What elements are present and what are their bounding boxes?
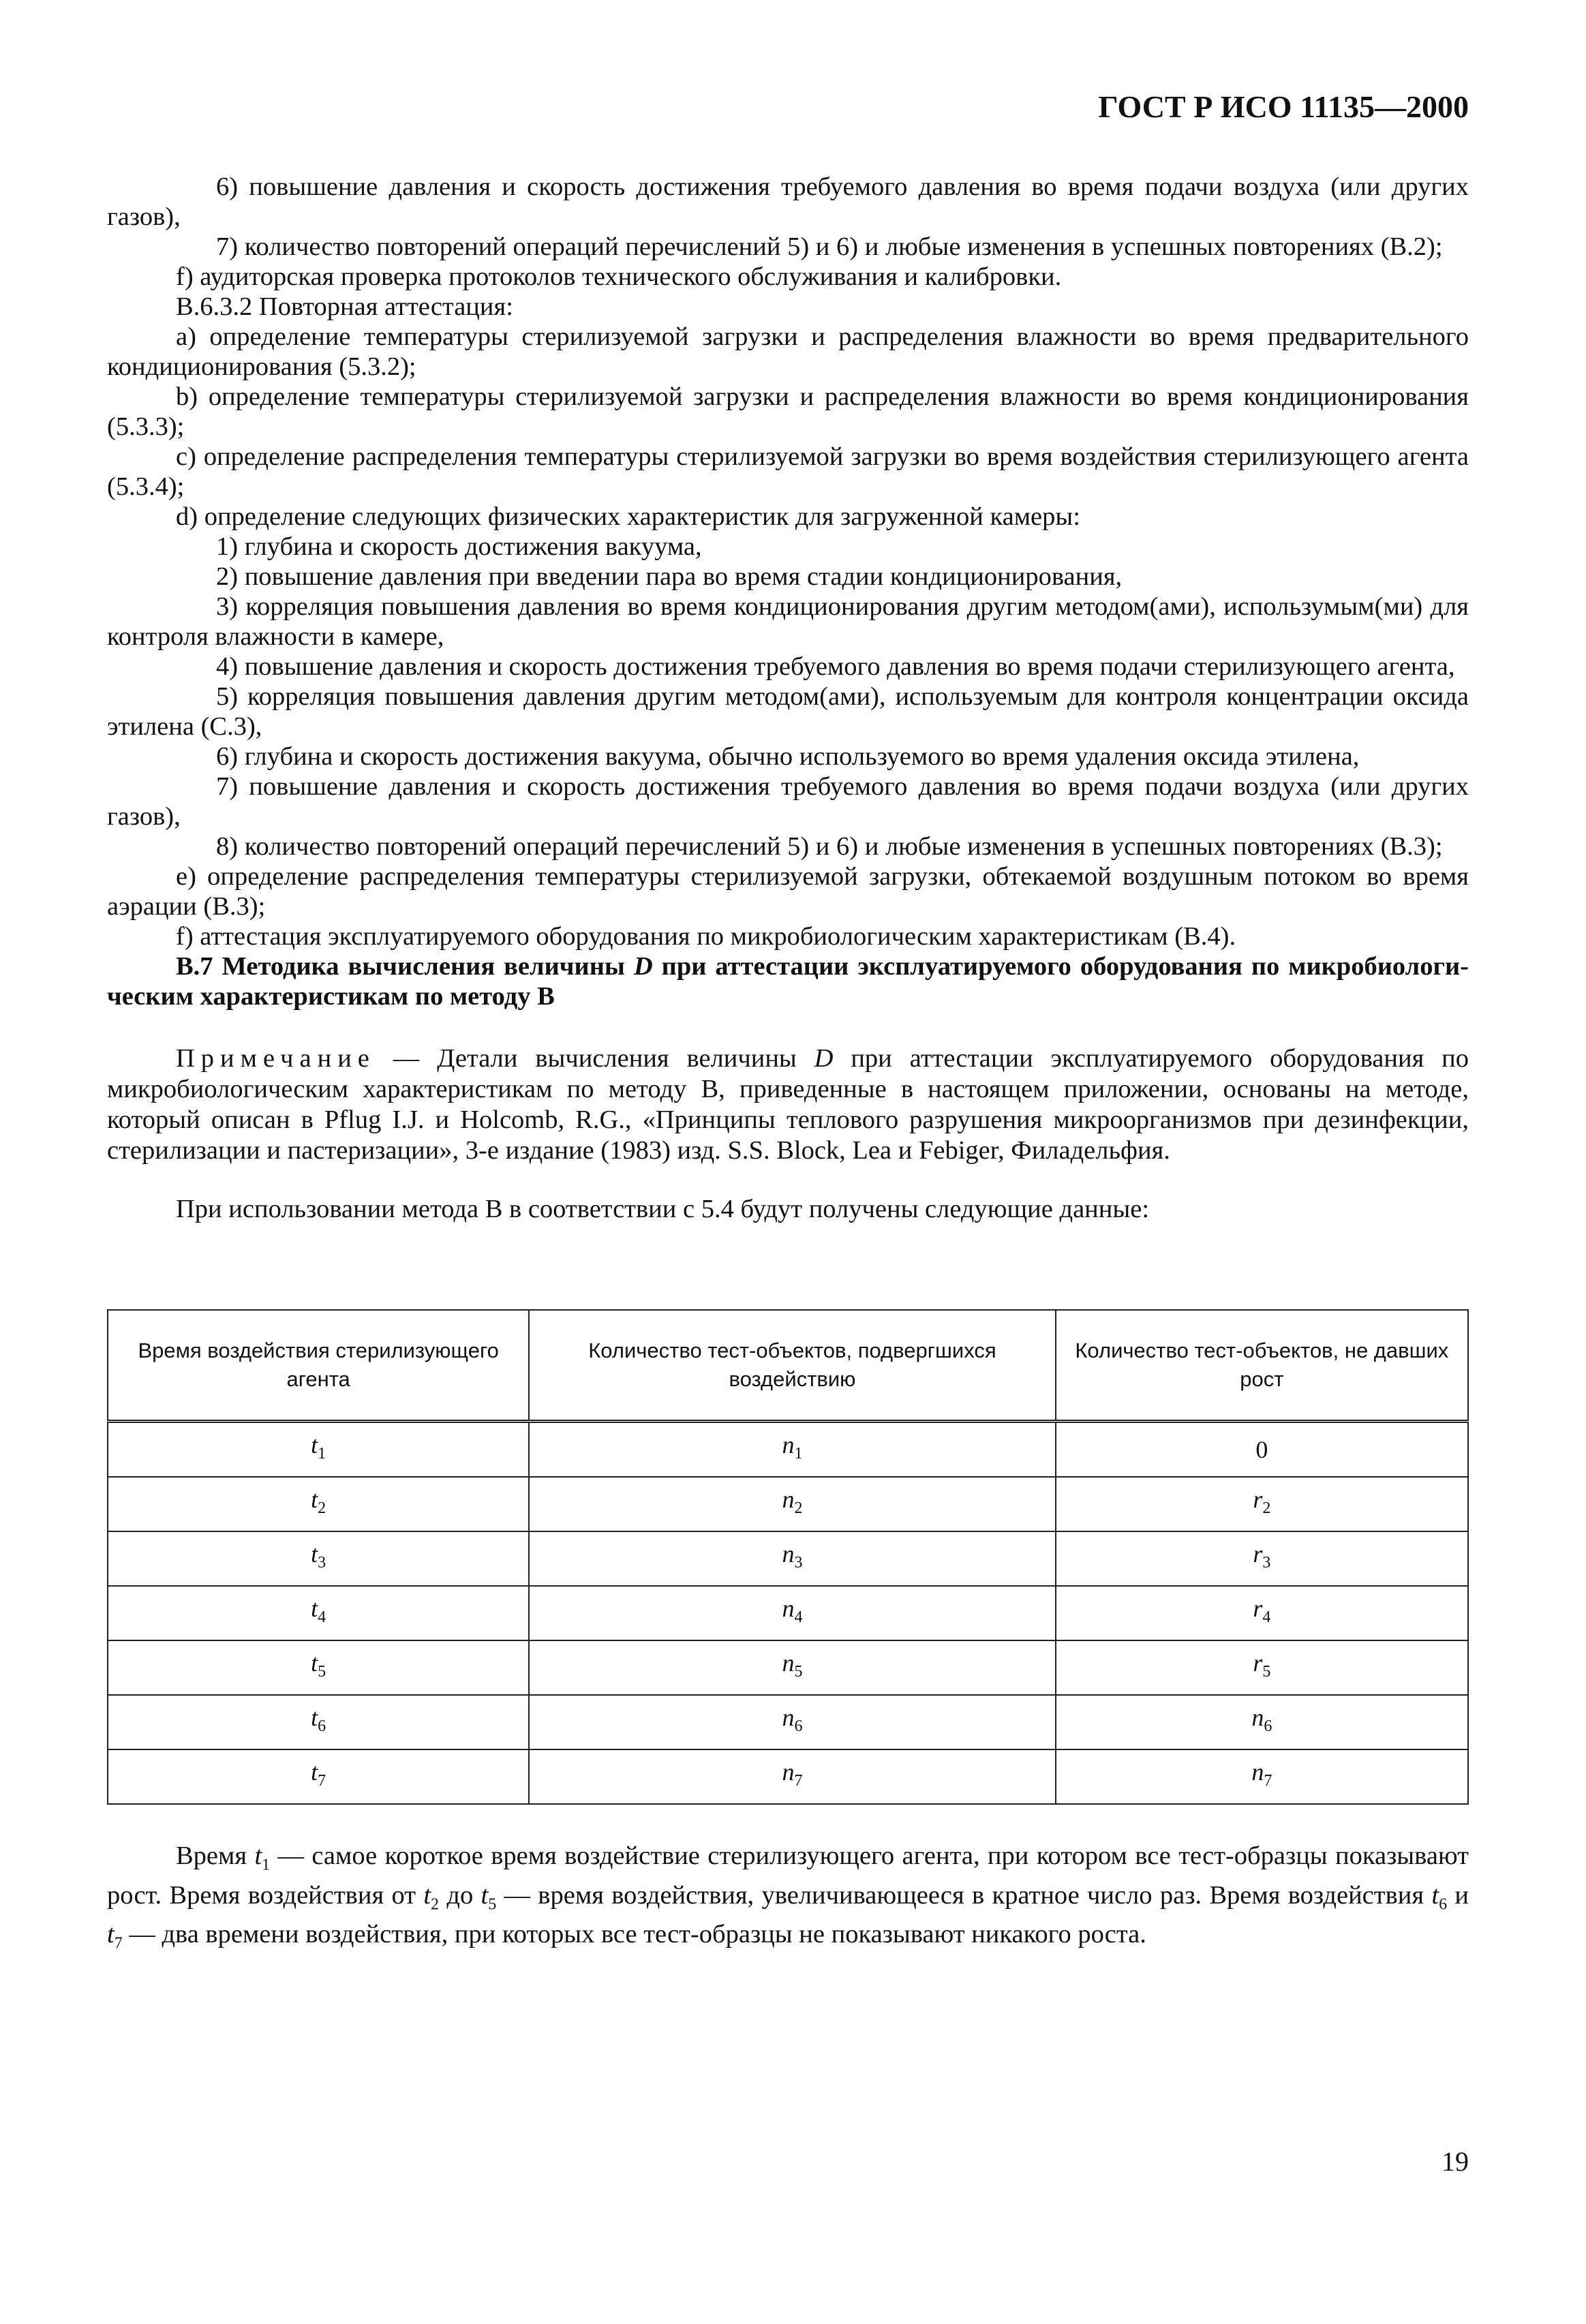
table-cell <box>108 1749 529 1804</box>
list-item: 6) глубина и скорость достижения вакуума, обычно используемого во время удаления оксида этилена, <box>216 742 1360 771</box>
list-section <box>107 172 1469 951</box>
cell-symbol: 0 <box>1255 1436 1268 1463</box>
page-body <box>107 172 1469 1959</box>
time-variable <box>423 1880 440 1914</box>
text-run: Время <box>176 1841 255 1870</box>
cell-symbol: t <box>311 1649 318 1677</box>
note-label: Примечание <box>176 1044 376 1073</box>
cell-subscript: 7 <box>1264 1772 1272 1790</box>
cell-symbol: n <box>782 1595 795 1623</box>
page-number: 19 <box>1442 2146 1469 2177</box>
time-variable <box>481 1880 497 1914</box>
variable-symbol: t <box>481 1880 489 1910</box>
table-cell <box>1056 1695 1468 1749</box>
cell-subscript: 3 <box>794 1554 803 1572</box>
heading-text: В.7 Методика вычисления величины <box>176 952 634 981</box>
table-cell <box>529 1422 1055 1478</box>
table-row <box>108 1531 1468 1586</box>
table-cell <box>529 1749 1055 1804</box>
text-run: — время воздействия, увеличивающееся в кратное число раз. Время воздействия <box>496 1880 1432 1910</box>
cell-subscript: 2 <box>318 1499 326 1518</box>
cell-subscript: 4 <box>1262 1608 1271 1627</box>
table-cell <box>529 1531 1055 1586</box>
cell-subscript: 1 <box>794 1445 803 1463</box>
table-cell <box>108 1586 529 1640</box>
cell-symbol: t <box>311 1486 318 1514</box>
heading-variable: D <box>633 952 653 981</box>
list-item: В.6.3.2 Повторная аттестация: <box>176 292 513 321</box>
cell-symbol: r <box>1253 1486 1263 1514</box>
table-cell <box>108 1640 529 1695</box>
cell-subscript: 4 <box>794 1608 803 1627</box>
cell-subscript: 7 <box>318 1772 326 1790</box>
cell-symbol: n <box>782 1758 795 1786</box>
list-item: 4) повышение давления и скорость достижения требуемого давления во время подачи стерилизующего агента, <box>216 652 1455 681</box>
cell-symbol: n <box>1251 1704 1264 1732</box>
list-item: f) аудиторская проверка протоколов технического обслуживания и калибровки. <box>176 262 1062 291</box>
list-item: b) определение температуры стерилизуемой загрузки и распределения влажности во время кондиционирования (5.3.3); <box>107 382 1469 441</box>
table-row <box>108 1695 1468 1749</box>
table-cell <box>529 1640 1055 1695</box>
note <box>107 1043 1469 1166</box>
list-item: 3) корреляция повышения давления во время кондиционирования другим методом(ами), использумым(ми) для контроля влажности в камере, <box>107 592 1469 651</box>
table-row <box>108 1422 1468 1478</box>
time-variable <box>254 1841 271 1874</box>
cell-symbol: n <box>782 1540 795 1568</box>
cell-symbol: t <box>311 1758 318 1786</box>
variable-subscript: 1 <box>262 1856 271 1874</box>
cell-symbol: r <box>1253 1595 1263 1623</box>
table-cell <box>529 1586 1055 1640</box>
list-item: 1) глубина и скорость достижения вакуума, <box>216 532 702 561</box>
variable-symbol: t <box>423 1880 431 1910</box>
list-item: a) определение температуры стерилизуемой загрузки и распределения влажности во время предварительного кондиционирования (5.3.2); <box>107 322 1469 381</box>
column-header: Количество тест-объектов, подвергшихся воздействию <box>529 1310 1055 1422</box>
document-header: ГОСТ Р ИСО 11135—2000 <box>1098 89 1469 124</box>
cell-subscript: 5 <box>1262 1663 1271 1681</box>
cell-subscript: 3 <box>318 1554 326 1572</box>
cell-subscript: 6 <box>1264 1717 1272 1736</box>
variable-symbol: t <box>1431 1880 1439 1910</box>
table-cell <box>1056 1586 1468 1640</box>
note-variable: D <box>814 1044 834 1073</box>
cell-subscript: 6 <box>794 1717 803 1736</box>
note-text-end: при аттестации эксплуатируемого оборудования по микробиологическим характеристикам по методу В, приведенные в настоящем приложении, основаны на методе, который описан в Pflug I.J. и Holcomb, R.G., «Принципы теплового разрушения микроорганизмов при дезинфекции, стерилизации и пастеризации», 3-е издание (1983) изд. S.S. Block, Lea и Febiger, Филадельфия. <box>107 1044 1469 1165</box>
text-run: — два времени воздействия, при которых все тест-образцы не показывают никакого роста. <box>122 1920 1146 1949</box>
intro-text: При использовании метода В в соответствии с 5.4 будут получены следующие данные: <box>176 1195 1150 1223</box>
column-header: Время воздействия стерилизующего агента <box>108 1310 529 1422</box>
list-item: e) определение распределения температуры стерилизуемой загрузки, обтекаемой воздушным потоком во время аэрации (В.3); <box>107 862 1469 921</box>
cell-symbol: t <box>311 1595 318 1623</box>
table-header-row <box>108 1310 1468 1422</box>
table-cell <box>108 1531 529 1586</box>
cell-symbol: t <box>311 1540 318 1568</box>
time-variable <box>107 1920 123 1953</box>
cell-symbol: n <box>782 1431 795 1459</box>
table-cell <box>1056 1477 1468 1531</box>
text-run: — самое короткое время воздействие стерилизующего агента, при котором все тест-образцы показывают рост. Время воздействия от <box>107 1841 1469 1910</box>
data-table <box>107 1309 1469 1805</box>
table-row <box>108 1586 1468 1640</box>
table-cell <box>1056 1531 1468 1586</box>
table-cell <box>1056 1749 1468 1804</box>
cell-subscript: 5 <box>794 1663 803 1681</box>
cell-subscript: 2 <box>1262 1499 1271 1518</box>
variable-subscript: 6 <box>1439 1895 1448 1914</box>
list-item: 7) повышение давления и скорость достижения требуемого давления во время подачи воздуха (или других газов), <box>107 772 1469 831</box>
cell-subscript: 7 <box>794 1772 803 1790</box>
variable-subscript: 2 <box>431 1895 440 1914</box>
cell-subscript: 5 <box>318 1663 326 1681</box>
cell-subscript: 2 <box>794 1499 803 1518</box>
cell-symbol: n <box>782 1704 795 1732</box>
section-heading <box>107 951 1469 1011</box>
list-item: 7) количество повторений операций перечислений 5) и 6) и любые изменения в успешных повторениях (В.2); <box>216 232 1443 261</box>
cell-subscript: 4 <box>318 1608 326 1627</box>
list-item: 5) корреляция повышения давления другим методом(ами), используемым для контроля концентрации оксида этилена (С.3), <box>107 682 1469 741</box>
cell-subscript: 3 <box>1262 1554 1271 1572</box>
table-cell <box>108 1477 529 1531</box>
column-header: Количество тест-объектов, не давших рост <box>1056 1310 1468 1422</box>
list-item: 2) повышение давления при введении пара во время стадии кондиционирования, <box>216 562 1123 591</box>
table-row <box>108 1477 1468 1531</box>
text-run: до <box>439 1880 481 1910</box>
cell-symbol: r <box>1253 1540 1263 1568</box>
list-item: 8) количество повторений операций перечислений 5) и 6) и любые изменения в успешных повторениях (В.3); <box>216 832 1443 861</box>
text-run: и <box>1447 1880 1469 1910</box>
cell-symbol: t <box>311 1431 318 1459</box>
cell-symbol: n <box>782 1649 795 1677</box>
variable-subscript: 5 <box>488 1895 497 1914</box>
table-cell <box>1056 1640 1468 1695</box>
cell-symbol: r <box>1253 1649 1263 1677</box>
table-cell <box>529 1695 1055 1749</box>
variable-symbol: t <box>254 1841 262 1870</box>
cell-symbol: n <box>782 1486 795 1514</box>
table-cell <box>529 1477 1055 1531</box>
cell-symbol: n <box>1251 1758 1264 1786</box>
cell-subscript: 1 <box>318 1445 326 1463</box>
cell-subscript: 6 <box>318 1717 326 1736</box>
time-variable <box>1431 1880 1448 1914</box>
note-text: — Детали вычисления величины <box>375 1044 814 1073</box>
list-item: c) определение распределения температуры стерилизуемой загрузки во время воздействия стерилизующего агента (5.3.4); <box>107 442 1469 501</box>
list-item: d) определение следующих физических характеристик для загруженной камеры: <box>176 502 1080 531</box>
table-row <box>108 1640 1468 1695</box>
table-cell <box>108 1422 529 1478</box>
table-cell <box>108 1695 529 1749</box>
variable-symbol: t <box>107 1920 115 1949</box>
table-row <box>108 1749 1468 1804</box>
list-item: f) аттестация эксплуатируемого оборудования по микробиологическим характеристикам (В.4). <box>176 922 1236 951</box>
variable-subscript: 7 <box>114 1935 123 1953</box>
table-cell <box>1056 1422 1468 1478</box>
list-item: 6) повышение давления и скорость достижения требуемого давления во время подачи воздуха (или других газов), <box>107 172 1469 231</box>
heading-text-end: при аттестации эксплуатируемого оборудования по микробиологическим характеристикам по методу В <box>107 952 1469 1011</box>
final-paragraph <box>107 1841 1469 1959</box>
cell-symbol: t <box>311 1704 318 1732</box>
